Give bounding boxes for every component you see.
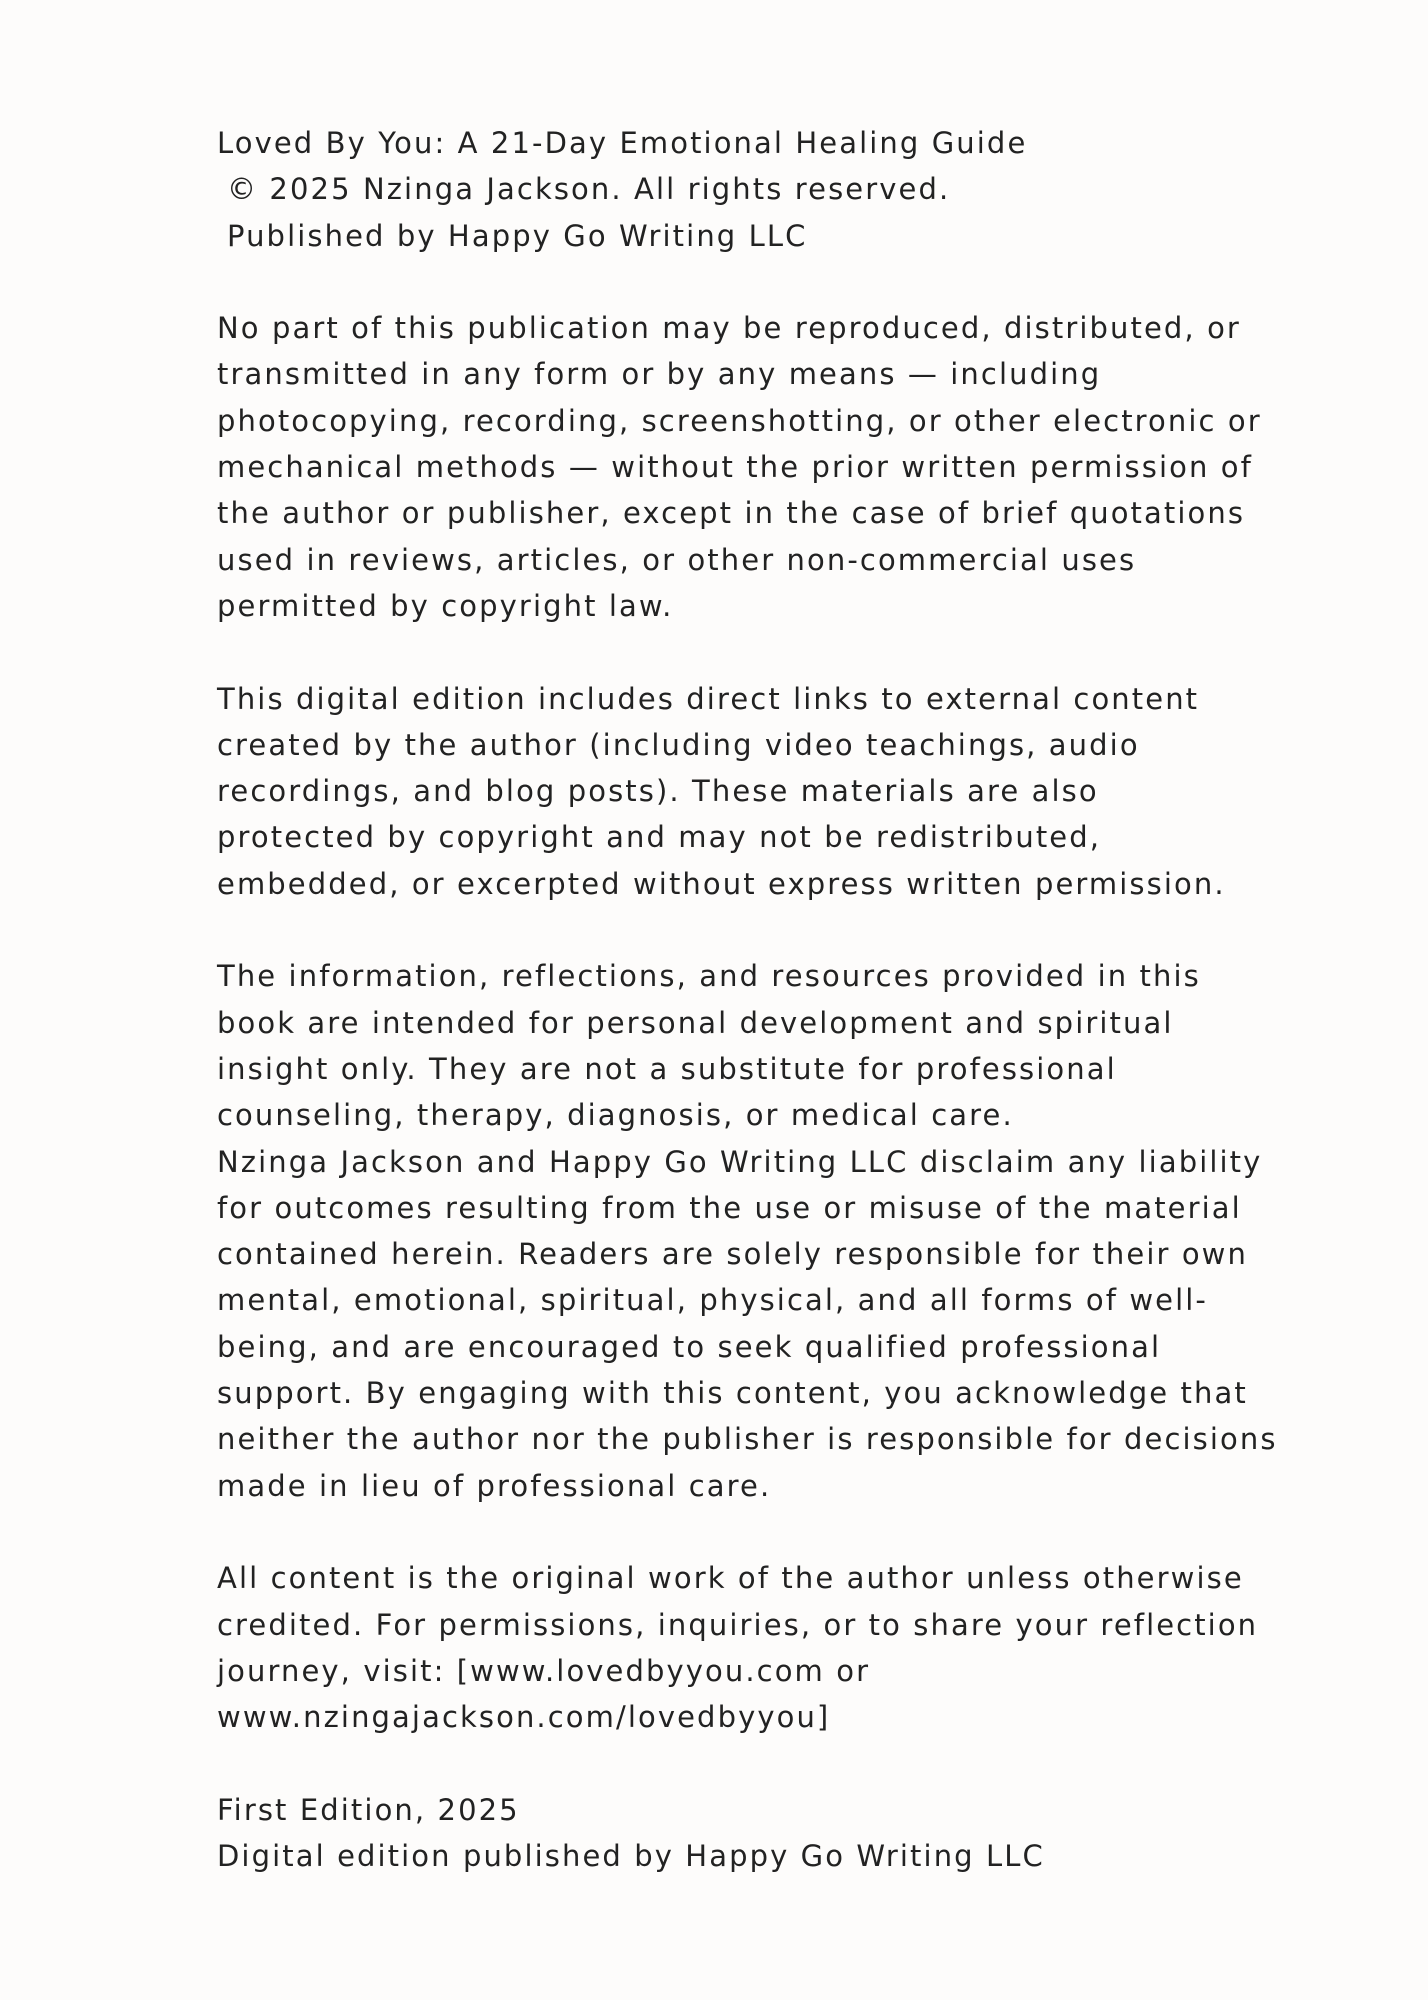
digital-edition-paragraph bbox=[217, 676, 1226, 907]
title-block bbox=[217, 120, 1217, 259]
paragraph-line: made in lieu of professional care. bbox=[217, 1468, 772, 1503]
paragraph-line: All content is the original work of the author unless otherwise bbox=[217, 1561, 1244, 1596]
paragraph-line: Nzinga Jackson and Happy Go Writing LLC disclaim any liability bbox=[217, 1144, 1263, 1179]
paragraph-line: embedded, or excerpted without express written permission. bbox=[217, 866, 1226, 901]
paragraph-line: photocopying, recording, screenshotting, or other electronic or bbox=[217, 403, 1262, 438]
paragraph-line: counseling, therapy, diagnosis, or medical care. bbox=[217, 1098, 1014, 1133]
paragraph-line: contained herein. Readers are solely responsible for their own bbox=[217, 1237, 1248, 1272]
paragraph-line: This digital edition includes direct links to external content bbox=[217, 681, 1200, 716]
paragraph-line: insight only. They are not a substitute for professional bbox=[217, 1051, 1117, 1086]
paragraph-line: book are intended for personal development and spiritual bbox=[217, 1005, 1174, 1040]
paragraph-line: mechanical methods — without the prior written permission of bbox=[217, 450, 1253, 485]
publisher-line: Published by Happy Go Writing LLC bbox=[227, 218, 808, 253]
paragraph-line: mental, emotional, spiritual, physical, and all forms of well- bbox=[217, 1283, 1208, 1318]
disclaimer-paragraph bbox=[217, 953, 1278, 1509]
edition-line: First Edition, 2025 bbox=[217, 1792, 520, 1827]
page-content bbox=[217, 120, 1278, 1926]
paragraph-line: being, and are encouraged to seek qualified professional bbox=[217, 1329, 1162, 1364]
paragraph-line: neither the author nor the publisher is responsible for decisions bbox=[217, 1422, 1278, 1457]
paragraph-line: The information, reflections, and resources provided in this bbox=[217, 959, 1201, 994]
paragraph-line: permitted by copyright law. bbox=[217, 588, 674, 623]
permissions-paragraph bbox=[217, 1555, 1259, 1740]
paragraph-line: support. By engaging with this content, you acknowledge that bbox=[217, 1376, 1248, 1411]
paragraph-line: recordings, and blog posts). These materials are also bbox=[217, 774, 1099, 809]
paragraph-line: transmitted in any form or by any means — including bbox=[217, 357, 1102, 392]
paragraph-line: created by the author (including video teachings, audio bbox=[217, 727, 1140, 762]
paragraph-line: protected by copyright and may not be redistributed, bbox=[217, 820, 1102, 855]
paragraph-line: journey, visit: [www.lovedbyyou.com or bbox=[217, 1653, 871, 1688]
paragraph-line: credited. For permissions, inquiries, or to share your reflection bbox=[217, 1607, 1259, 1642]
copyright-notice: © 2025 Nzinga Jackson. All rights reserved. bbox=[227, 172, 951, 207]
book-title: Loved By You: A 21-Day Emotional Healing Guide bbox=[217, 126, 1028, 160]
paragraph-line: the author or publisher, except in the case of brief quotations bbox=[217, 496, 1246, 531]
website-link-line: www.nzingajackson.com/lovedbyyou] bbox=[217, 1700, 831, 1735]
paragraph-line: for outcomes resulting from the use or misuse of the material bbox=[217, 1190, 1242, 1225]
paragraph-line: No part of this publication may be reproduced, distributed, or bbox=[217, 311, 1241, 346]
edition-block bbox=[217, 1787, 1217, 1880]
digital-publisher-line: Digital edition published by Happy Go Writing LLC bbox=[217, 1838, 1045, 1873]
paragraph-line: used in reviews, articles, or other non-commercial uses bbox=[217, 542, 1137, 577]
reproduction-paragraph bbox=[217, 305, 1262, 629]
